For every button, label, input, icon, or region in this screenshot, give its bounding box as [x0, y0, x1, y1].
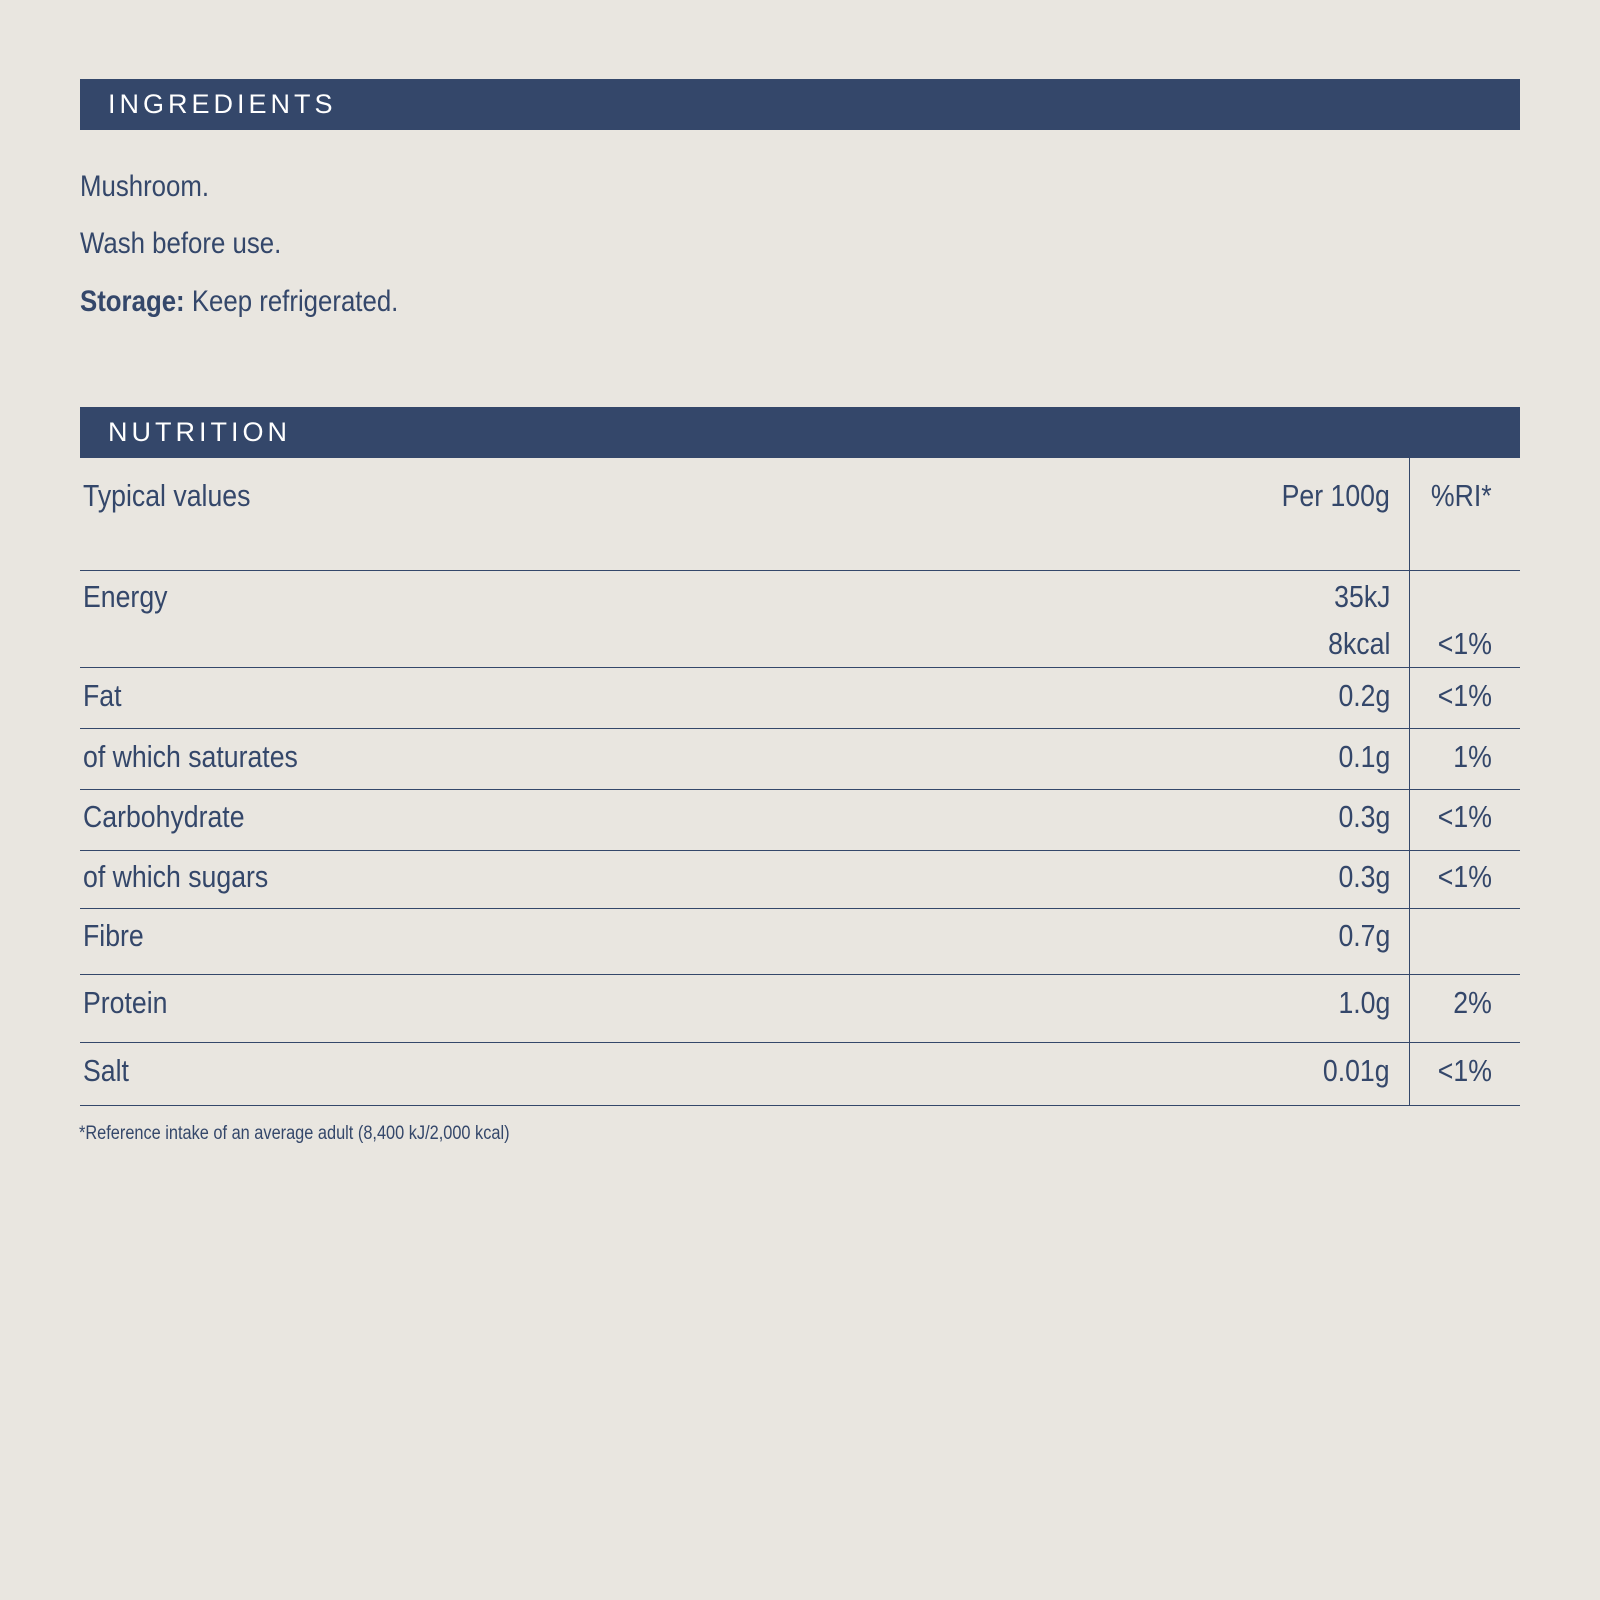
nutrient-ri: <1% — [1437, 626, 1492, 661]
usage-instruction: Wash before use. — [80, 227, 282, 260]
nutrient-ri: <1% — [1437, 678, 1492, 713]
nutrient-value: 8kcal — [1327, 626, 1390, 661]
nutrient-value: 0.1g — [1338, 739, 1390, 774]
storage-text: Keep refrigerated. — [184, 285, 399, 318]
table-header-row — [80, 458, 1520, 571]
nutrient-name: of which saturates — [83, 739, 298, 774]
nutrient-name: Carbohydrate — [83, 799, 245, 834]
nutrient-name: Energy — [83, 579, 168, 614]
nutrient-name: of which sugars — [83, 859, 269, 894]
column-header-per-100g: Per 100g — [1281, 478, 1390, 513]
nutrient-value: 0.3g — [1338, 799, 1390, 834]
table-row-fat — [80, 668, 1520, 729]
nutrient-value: 1.0g — [1338, 985, 1390, 1020]
nutrient-ri: <1% — [1437, 799, 1492, 834]
reference-intake-footnote: *Reference intake of an average adult (8,400 kJ/2,000 kcal) — [79, 1123, 510, 1144]
ingredients-header — [80, 79, 1520, 130]
table-row-sugars — [80, 851, 1520, 909]
nutrition-header-label: NUTRITION — [108, 417, 291, 447]
nutrient-value: 0.7g — [1338, 918, 1390, 953]
nutrient-ri: <1% — [1437, 1053, 1492, 1088]
ingredients-list: Mushroom. — [80, 170, 210, 203]
nutrient-name: Fibre — [83, 918, 144, 953]
table-row-saturates — [80, 729, 1520, 790]
nutrition-header — [80, 407, 1520, 458]
table-row-salt — [80, 1043, 1520, 1106]
nutrient-name: Fat — [83, 678, 122, 713]
table-row-protein — [80, 975, 1520, 1043]
nutrient-ri: 2% — [1453, 985, 1492, 1020]
column-divider — [1409, 458, 1410, 1106]
nutrient-value: 0.01g — [1323, 1053, 1390, 1088]
nutrient-ri: 1% — [1453, 739, 1492, 774]
table-row-fibre — [80, 909, 1520, 975]
column-header-typical-values: Typical values — [83, 478, 251, 513]
table-row-carbohydrate — [80, 790, 1520, 851]
nutrient-ri: <1% — [1437, 859, 1492, 894]
nutrient-value: 0.2g — [1338, 678, 1390, 713]
column-header-ri: %RI* — [1431, 478, 1492, 513]
storage-label: Storage: — [80, 285, 185, 318]
nutrient-name: Salt — [83, 1053, 129, 1088]
nutrient-value: 0.3g — [1338, 859, 1390, 894]
table-row-energy — [80, 571, 1520, 668]
nutrient-value-kj: 35kJ — [1333, 579, 1390, 614]
storage-instruction — [80, 287, 398, 317]
nutrient-name: Protein — [83, 985, 168, 1020]
ingredients-header-label: INGREDIENTS — [108, 89, 337, 119]
